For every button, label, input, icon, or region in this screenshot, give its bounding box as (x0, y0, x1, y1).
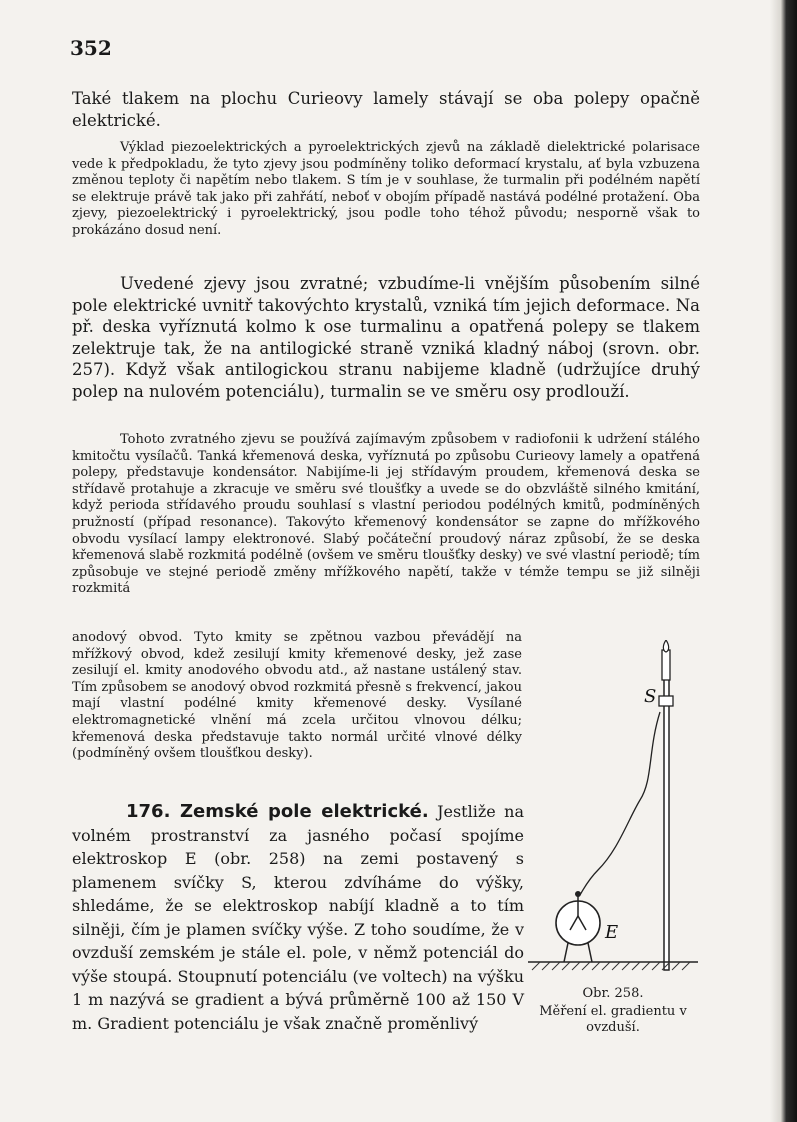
page-edge-shadow (770, 0, 797, 1122)
page-number: 352 (70, 36, 112, 60)
connecting-wire (580, 712, 660, 895)
section-title: 176. Zemské pole elektrické. (126, 801, 429, 822)
figure-caption-text: Měření el. gradientu v ovzduší. (539, 1004, 687, 1035)
figure-caption-number: Obr. 258. (582, 986, 644, 1001)
label-s: S (644, 686, 657, 707)
paragraph-radio-use-cont: anodový obvod. Tyto kmity se zpětnou vazbou převádějí na mřížkový obvod, kdež zesilují kmity křemenové desky, jež zase zesilují el. kmity anodového obvodu atd., až nastane ustálený stav. Tím způsobem se anodový obvod rozkmitá přesně s frekvencí, jakou mají vlastní podélné kmity křemenové desky. Vysílané elektromagnetické vlnění má zcela určitou vlnovou délku; křemenová deska představuje takto normál určité vlnové délky (podmíněný ovšem tloušťkou desky). (72, 630, 522, 762)
candle-clamp (659, 696, 673, 706)
paragraph-radio-use: Tohoto zvratného zjevu se používá zajímavým způsobem v radiofonii k udržení stálého kmitočtu vysílačů. Tanká křemenová deska, vyříznutá po způsobu Curieovy lamely a opatřená polepy, představuje kondensátor. Nabijíme-li jej střídavým proudem, křemenová deska se střídavě protahuje a zkracuje ve směru své tloušťky a uvede se do obzvláště silného kmitání, když perioda střídavého proudu souhlasí s vlastní periodou podélných kmitů, podmíněných pružností (případ resonance). Takovýto křemenový kondensátor se zapne do mřížkového obvodu vysílací lampy elektronové. Slabý počáteční proudový náraz způsobí, že se deska křemenová slabě rozkmitá podélně (ovšem ve směru tloušťky desky) ve své vlastní periodě; tím způsobuje ve stejné periodě změny mřížkového napětí, takže v témže tempu se již silněji rozkmitá (72, 432, 700, 597)
candle (662, 650, 670, 680)
paragraph-intro: Také tlakem na plochu Curieovy lamely stávají se oba polepy opačně elektrické. (72, 89, 700, 130)
section-body: Jestliže na volném prostranství za jasného počasí spojíme elektroskop E (obr. 258) na zemi postavený s plamenem svíčky S, kterou zdvíháme do výšky, shledáme, že se elektroskop nabíjí kladně a to tím silněji, čím je plamen svíčky výše. Z toho soudíme, že v ovzduší zemském je stále el. pole, v němž potenciál do výše stoupá. Stoupnutí potenciálu (ve voltech) na výšku 1 m nazývá se gradient a bývá průměrně 100 až 150 V m. Gradient potenciálu je však značně proměnlivý (72, 802, 524, 1033)
pole (664, 670, 669, 970)
figure-258-electroscope (528, 640, 698, 985)
section-176 (72, 800, 524, 1035)
paragraph-reversible-effect: Uvedené zjevy jsou zvratné; vzbudíme-li vnějším působením silné pole elektrické uvnitř takovýchto krystalů, vzniká tím jejich deformace. Na př. deska vyříznutá kolmo k ose turmalinu a opatřená polepy se tlakem zelektruje tak, že na antilogické straně vzniká kladný náboj (srovn. obr. 257). Když však antilogickou stranu nabijeme kladně (udržujíce druhý polep na nulovém potenciálu), turmalin se ve směru osy prodlouží. (72, 274, 700, 401)
label-e: E (605, 922, 619, 943)
paragraph-piezo-explanation: Výklad piezoelektrických a pyroelektrických zjevů na základě dielektrické polarisace vede k předpokladu, že tyto zjevy jsou podmíněny toliko deformací krystalu, ať byla vzbuzena změnou teploty či napětím nebo tlakem. S tím je v souhlase, že turmalin při podélném napětí se elektruje právě tak jako při zahřátí, neboť v obojím případě nastává podélné protažení. Oba zjevy, piezoelektrický i pyroelektrický, jsou podle toho téhož původu; nesporně však to prokázáno dosud není. (72, 140, 700, 238)
candle-flame (663, 640, 668, 652)
